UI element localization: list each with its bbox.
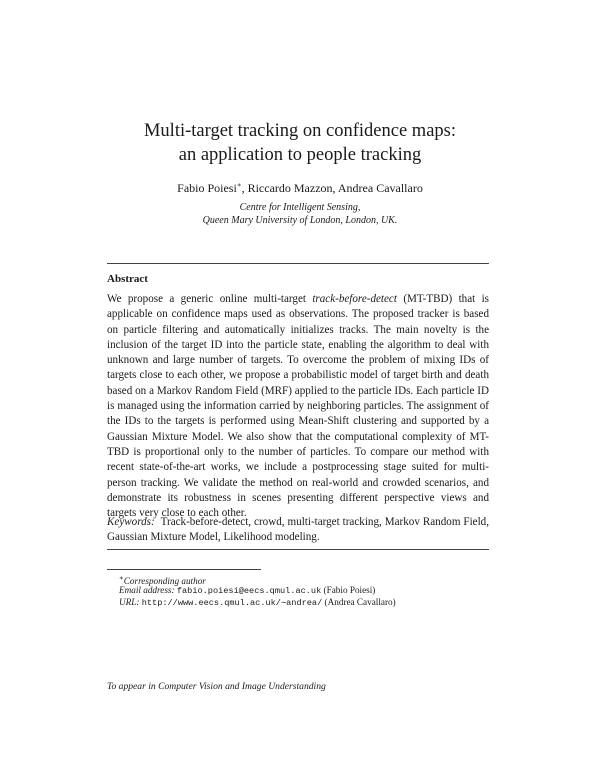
url-link[interactable]: http://www.eecs.qmul.ac.uk/∼andrea/ [141, 598, 323, 608]
paper-title [0, 119, 600, 167]
author-1: Fabio Poiesi [177, 181, 237, 195]
affiliation [0, 201, 600, 227]
affiliation-line-2: Queen Mary University of London, London, UK. [202, 215, 398, 226]
abstract-heading: Abstract [107, 273, 148, 285]
author-list [0, 181, 600, 196]
title-line-1: Multi-target tracking on confidence maps: [143, 121, 456, 141]
corresponding-label: Corresponding author [123, 576, 206, 587]
author-others: , Riccardo Mazzon, Andrea Cavallaro [241, 181, 423, 195]
abstract-text-start: We propose a generic online multi-target [107, 293, 313, 305]
email-link[interactable]: fabio.poiesi@eecs.qmul.ac.uk [176, 586, 322, 596]
footnote-rule [107, 569, 261, 570]
url-owner: (Andrea Cavallaro) [324, 597, 396, 607]
email-label: Email address: [119, 585, 175, 595]
keywords-text: Track-before-detect, crowd, multi-target tracking, Markov Random Field, Gaussian Mixture Model, Likelihood modeling. [107, 516, 489, 544]
publication-note: To appear in Computer Vision and Image Understanding [107, 681, 326, 692]
keywords [107, 515, 489, 546]
url-label: URL: [119, 597, 140, 607]
keywords-label: Keywords: [107, 516, 155, 528]
abstract-body [107, 292, 489, 521]
email-owner: (Fabio Poiesi) [323, 585, 376, 595]
abstract-top-rule [107, 263, 489, 264]
corresponding-mark: ∗ [236, 181, 242, 189]
footnote-mark: ∗ [119, 574, 124, 582]
abstract-bottom-rule [107, 549, 489, 550]
abstract-emphasis: track-before-detect [312, 293, 397, 305]
abstract-text-rest: (MT-TBD) that is applicable on confidence maps used as observations. The proposed tracker is based on particle filtering and automatically initializes tracks. The main novelty is the inclusion of the target ID into the particle state, enabling the algorithm to deal with unknown and large number of targets. To overcome the problem of mixing IDs of targets close to each other, we propose a probabilistic model of target birth and death based on a Markov Random Field (MRF) applied to the particle IDs. Each particle ID is managed using the information carried by neighboring particles. The assignment of the IDs to the targets is performed using Mean-Shift clustering and supported by a Gaussian Mixture Model. We also show that the computational complexity of MT-TBD is proportional only to the number of particles. To compare our method with recent state-of-the-art works, we include a postprocessing stage suited for multi-person tracking. We validate the method on real-world and crowded scenarios, and demonstrate its robustness in scenes presenting different perspective views and targets very close to each other. [107, 293, 490, 520]
affiliation-line-1: Centre for Intelligent Sensing, [239, 202, 361, 213]
footnote-url [119, 596, 396, 610]
title-line-2: an application to people tracking [178, 145, 422, 165]
